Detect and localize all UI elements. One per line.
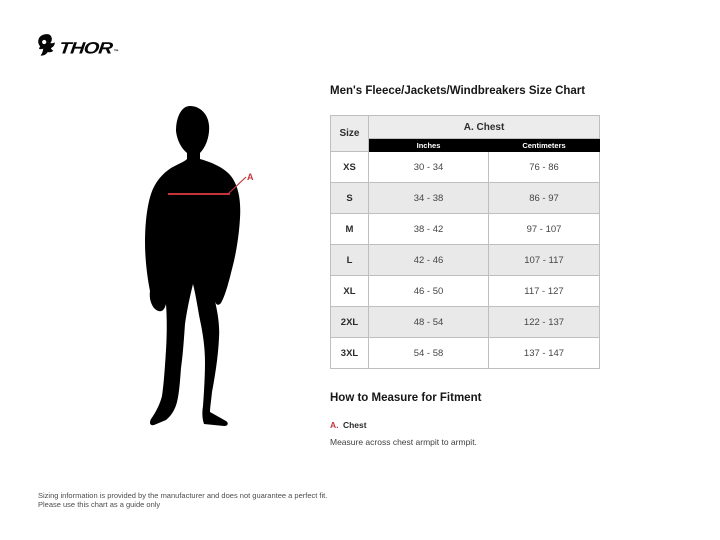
inches-cell: 38 - 42 xyxy=(369,214,489,245)
inches-cell: 34 - 38 xyxy=(369,183,489,214)
brand-logo xyxy=(38,34,119,59)
centimeters-cell: 86 - 97 xyxy=(489,183,600,214)
measure-item-label: Chest xyxy=(342,420,367,430)
person-silhouette xyxy=(145,106,240,426)
size-figure xyxy=(140,106,260,428)
table-row xyxy=(331,152,600,183)
inches-cell: 30 - 34 xyxy=(369,152,489,183)
size-cell: L xyxy=(331,245,369,276)
size-cell: 3XL xyxy=(331,338,369,369)
size-column-header: Size xyxy=(331,116,369,152)
size-cell: XL xyxy=(331,276,369,307)
size-chart-table xyxy=(330,115,600,369)
size-cell: S xyxy=(331,183,369,214)
trademark-symbol: ™ xyxy=(113,49,119,55)
centimeters-cell: 76 - 86 xyxy=(489,152,600,183)
chest-group-header: A. Chest xyxy=(369,116,600,139)
centimeters-cell: 122 - 137 xyxy=(489,307,600,338)
centimeters-cell: 137 - 147 xyxy=(489,338,600,369)
thor-helmet-icon xyxy=(38,34,55,59)
measure-item-key: A. xyxy=(330,420,339,430)
inches-cell: 42 - 46 xyxy=(369,245,489,276)
centimeters-cell: 97 - 107 xyxy=(489,214,600,245)
table-row xyxy=(331,183,600,214)
table-row xyxy=(331,307,600,338)
inches-cell: 48 - 54 xyxy=(369,307,489,338)
measure-item-title xyxy=(330,415,620,433)
thor-wordmark: THOR xyxy=(58,39,113,58)
size-cell: 2XL xyxy=(331,307,369,338)
measure-item-chest xyxy=(330,415,620,447)
table-row xyxy=(331,338,600,369)
size-cell: XS xyxy=(331,152,369,183)
measure-heading: How to Measure for Fitment xyxy=(330,392,482,404)
table-row xyxy=(331,276,600,307)
size-chart-title: Men's Fleece/Jackets/Windbreakers Size Chart xyxy=(330,85,586,97)
chest-measure-label: A xyxy=(247,172,254,182)
centimeters-column-header: Centimeters xyxy=(489,139,600,152)
inches-cell: 54 - 58 xyxy=(369,338,489,369)
centimeters-cell: 117 - 127 xyxy=(489,276,600,307)
size-cell: M xyxy=(331,214,369,245)
measure-item-description: Measure across chest armpit to armpit. xyxy=(330,437,477,447)
inches-cell: 46 - 50 xyxy=(369,276,489,307)
footnote-line2: Please use this chart as a guide only xyxy=(38,500,161,509)
table-row xyxy=(331,245,600,276)
table-row xyxy=(331,214,600,245)
inches-column-header: Inches xyxy=(369,139,489,152)
footnote-line1: Sizing information is provided by the manufacturer and does not guarantee a perfect fit. xyxy=(38,491,328,500)
centimeters-cell: 107 - 117 xyxy=(489,245,600,276)
footnote xyxy=(38,491,358,509)
